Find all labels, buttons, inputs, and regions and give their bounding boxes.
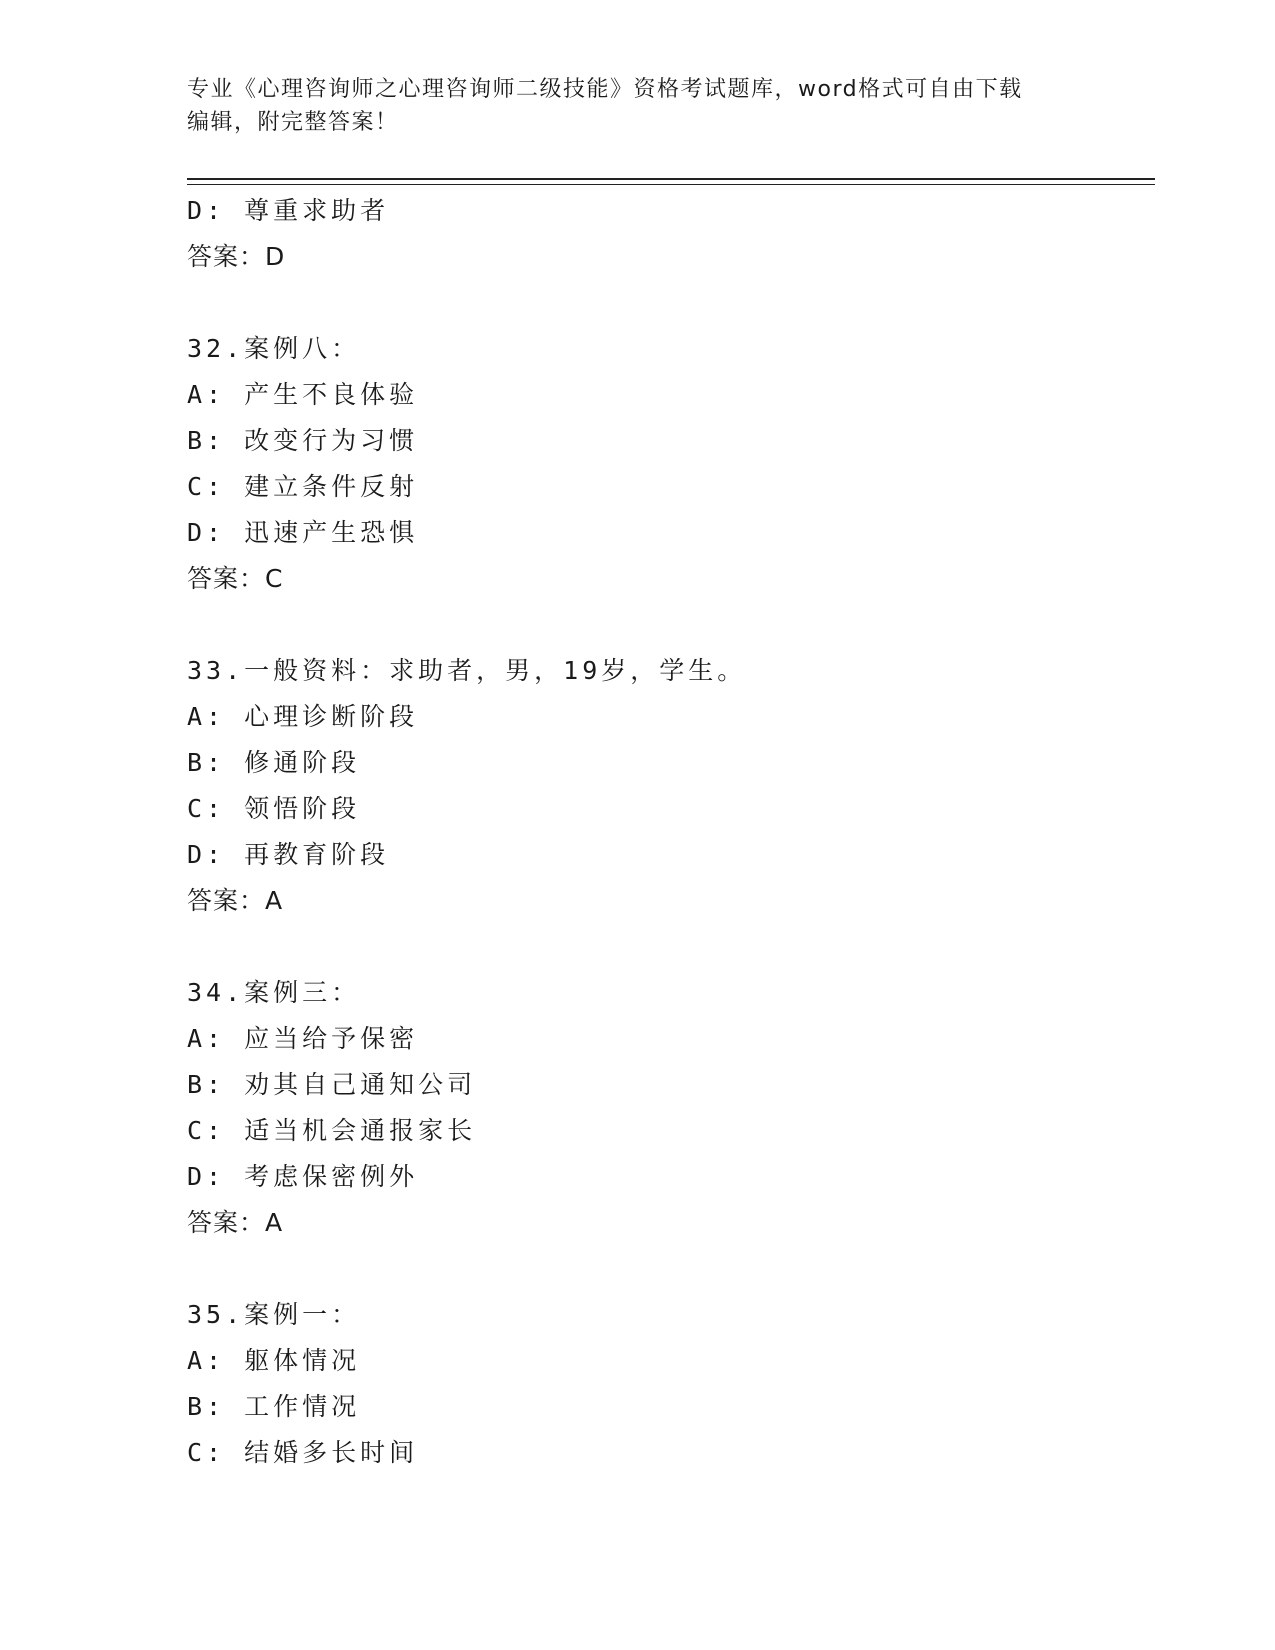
question-stem: 34.案例三： <box>187 978 361 1007</box>
question-stem: 33.一般资料：求助者，男，19岁，学生。 <box>187 656 747 685</box>
option-c: C: 领悟阶段 <box>187 794 361 823</box>
question-stem: 32.案例八： <box>187 334 361 363</box>
option-d: D: 再教育阶段 <box>187 840 390 869</box>
question-33 <box>187 648 1087 924</box>
option-a: A: 应当给予保密 <box>187 1024 419 1053</box>
answer-line: 答案：A <box>187 1208 284 1237</box>
option-b: B: 改变行为习惯 <box>187 426 419 455</box>
option-d: D: 迅速产生恐惧 <box>187 518 419 547</box>
option-b: B: 修通阶段 <box>187 748 361 777</box>
header-line-1: 专业《心理咨询师之心理咨询师二级技能》资格考试题库，word格式可自由下载 <box>187 77 1023 102</box>
answer-line: 答案：C <box>187 564 284 593</box>
spacer <box>187 1246 1087 1292</box>
option-b: B: 劝其自己通知公司 <box>187 1070 477 1099</box>
header-line-2: 编辑，附完整答案！ <box>187 110 399 135</box>
option-c: C: 结婚多长时间 <box>187 1438 419 1467</box>
answer-line: 答案：A <box>187 886 284 915</box>
spacer <box>187 924 1087 970</box>
answer-line: 答案：D <box>187 242 286 271</box>
question-35 <box>187 1292 1087 1476</box>
spacer <box>187 280 1087 326</box>
document-header <box>187 73 1077 139</box>
question-31-tail <box>187 188 1087 280</box>
question-34 <box>187 970 1087 1246</box>
header-divider-top <box>187 178 1155 180</box>
header-divider-bottom <box>187 184 1155 185</box>
option-c: C: 建立条件反射 <box>187 472 419 501</box>
option-a: A: 产生不良体验 <box>187 380 419 409</box>
spacer <box>187 602 1087 648</box>
question-list <box>187 188 1087 1476</box>
question-32 <box>187 326 1087 602</box>
option-d: D: 尊重求助者 <box>187 196 390 225</box>
option-a: A: 心理诊断阶段 <box>187 702 419 731</box>
option-d: D: 考虑保密例外 <box>187 1162 419 1191</box>
question-stem: 35.案例一： <box>187 1300 361 1329</box>
option-b: B: 工作情况 <box>187 1392 361 1421</box>
option-c: C: 适当机会通报家长 <box>187 1116 477 1145</box>
option-a: A: 躯体情况 <box>187 1346 361 1375</box>
